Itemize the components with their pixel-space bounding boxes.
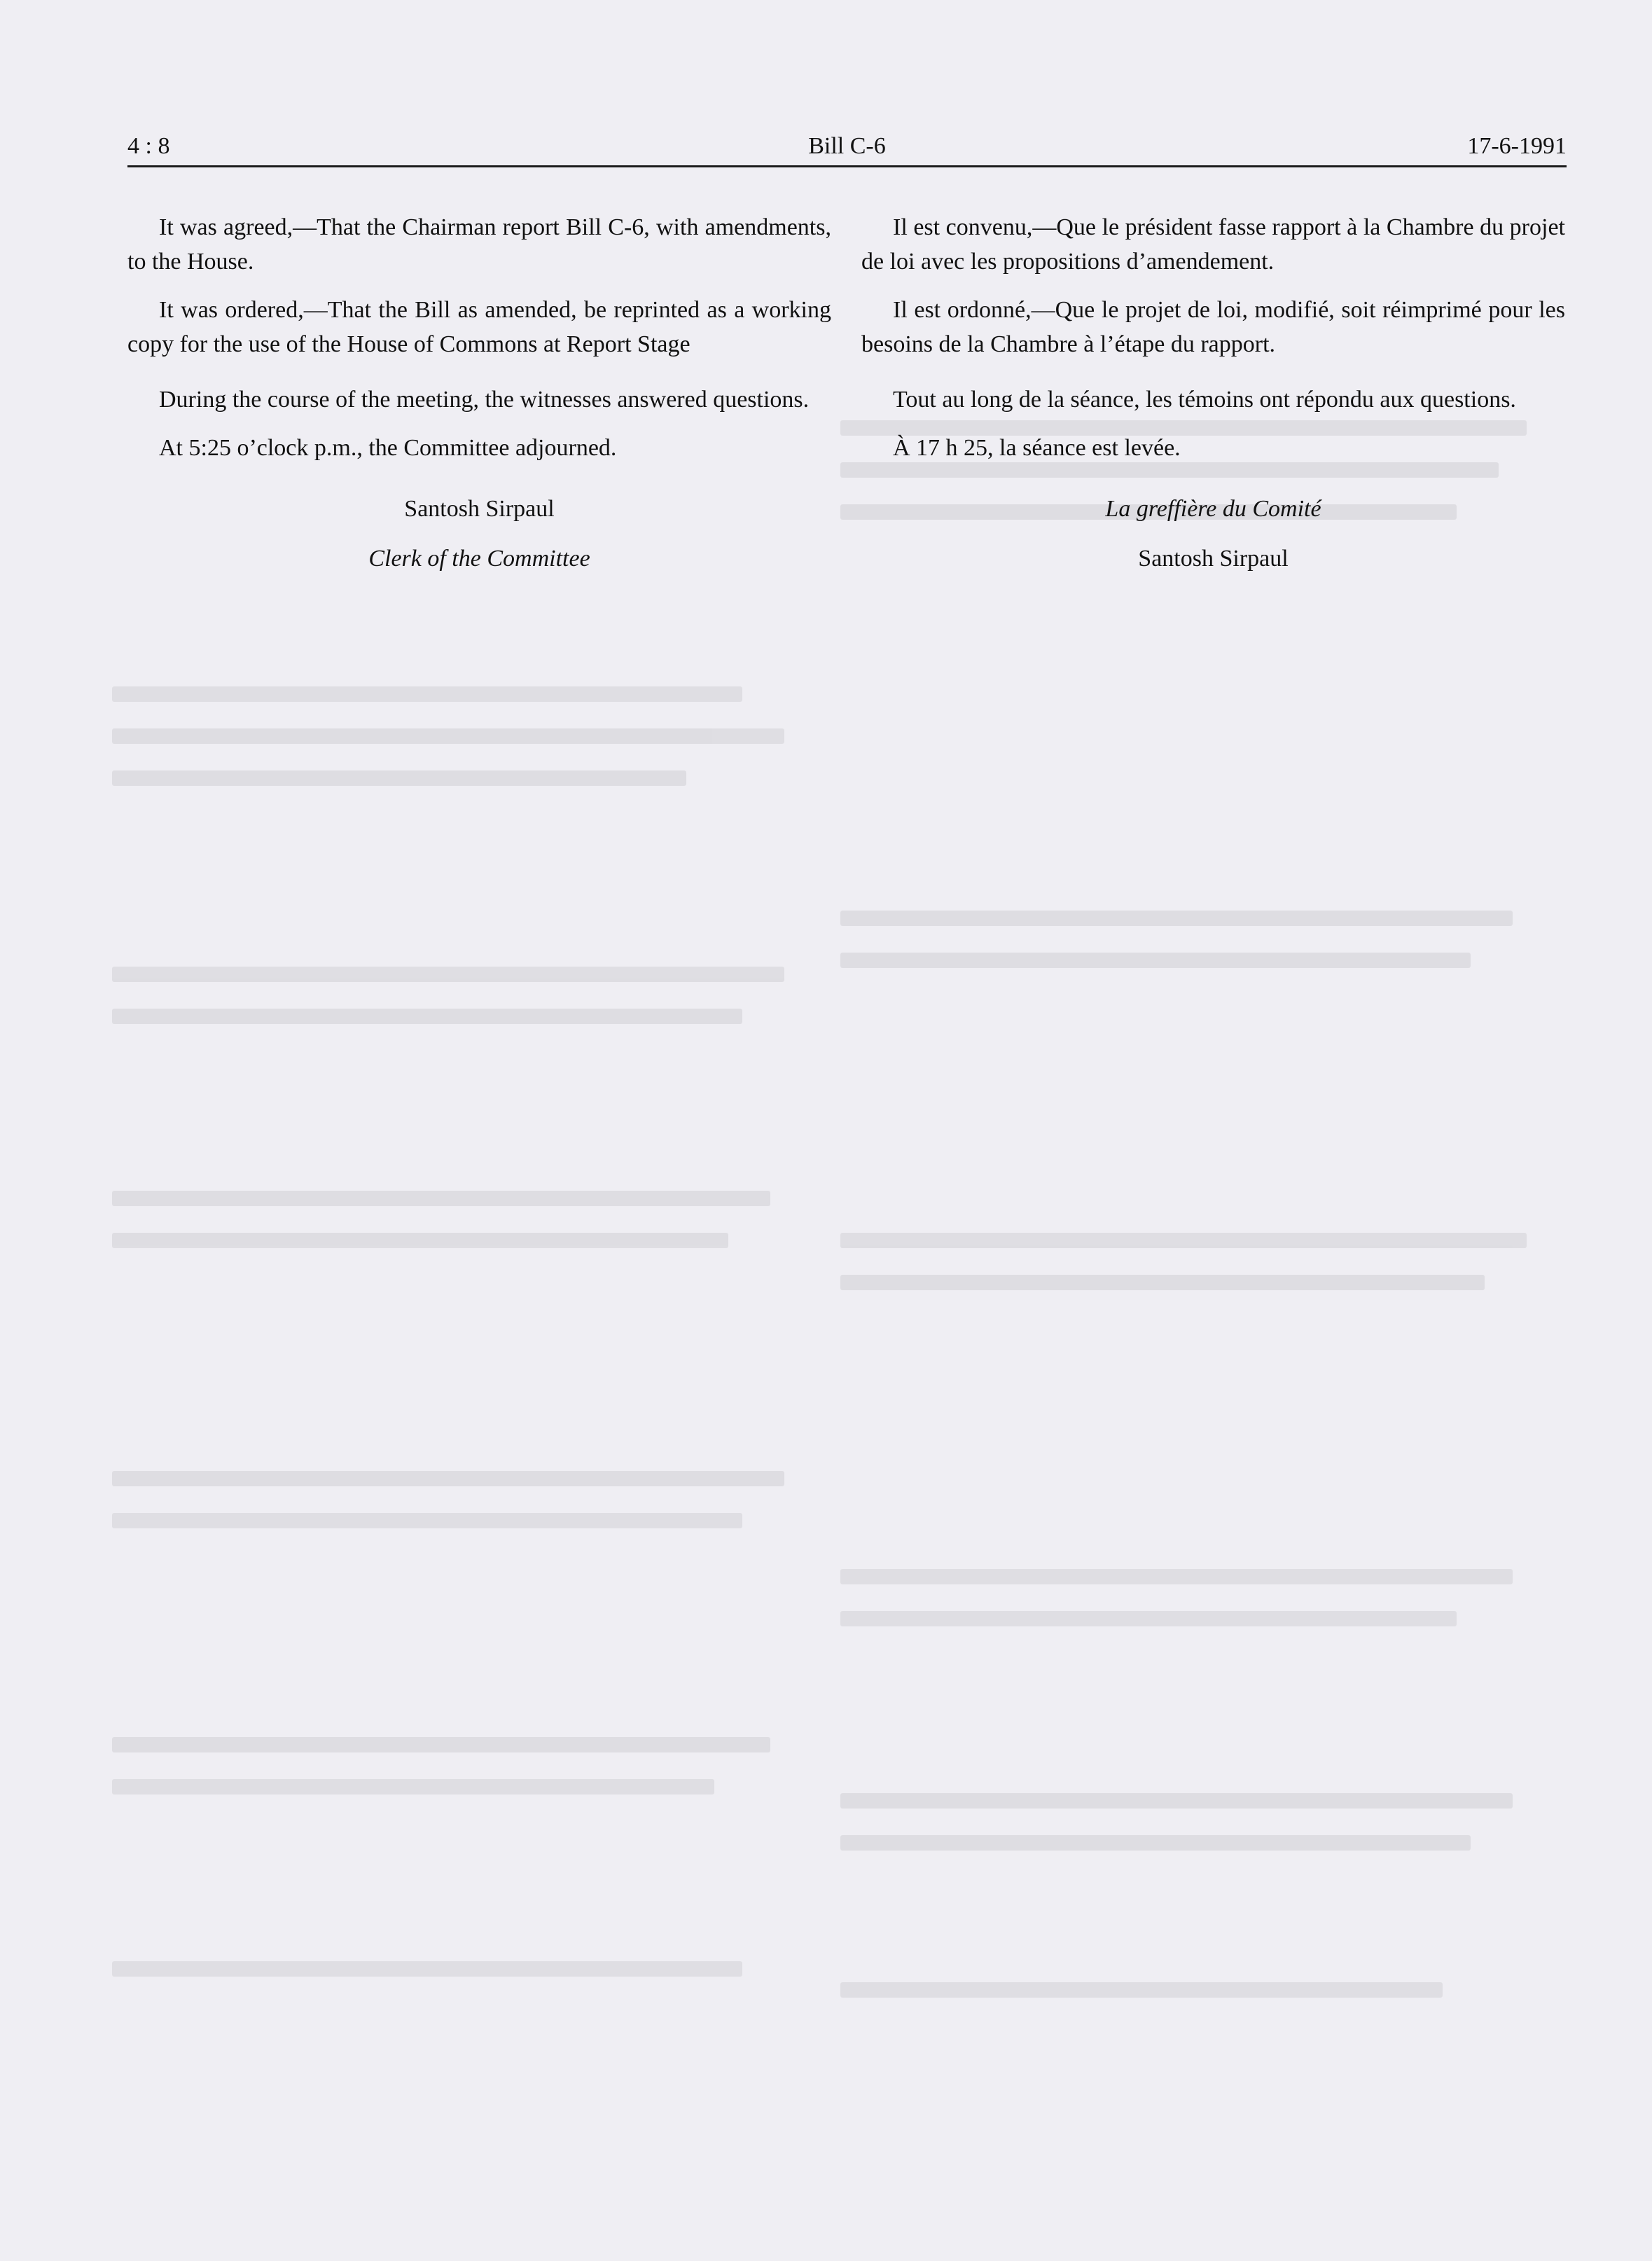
page-header: [127, 133, 1567, 165]
french-column: [861, 210, 1565, 576]
paragraph: During the course of the meeting, the witnesses answered questions.: [159, 387, 810, 413]
english-column: [127, 210, 831, 576]
header-rule: [127, 165, 1567, 167]
paragraph: À 17 h 25, la séance est levée.: [893, 435, 1181, 461]
paragraph: It was ordered,—That the Bill as amended, be reprinted as a working copy for the use of the House of Commons at Report Stage: [127, 297, 831, 357]
paragraph: Il est ordonné,—Que le projet de loi, modifié, soit réimprimé pour les besoins de la Chambre à l’étape du rapport.: [861, 297, 1565, 357]
signature-title: La greffière du Comité: [1105, 496, 1321, 522]
signature-name: Santosh Sirpaul: [1138, 546, 1289, 572]
paragraph: Tout au long de la séance, les témoins ont répondu aux questions.: [893, 387, 1516, 413]
header-title: Bill C-6: [808, 133, 886, 159]
paragraph: Il est convenu,—Que le président fasse rapport à la Chambre du projet de loi avec les propositions d’amendement.: [861, 214, 1565, 275]
paragraph: At 5:25 o’clock p.m., the Committee adjourned.: [159, 435, 617, 461]
signature-name: Santosh Sirpaul: [404, 496, 555, 522]
paragraph: It was agreed,—That the Chairman report Bill C-6, with amendments, to the House.: [127, 214, 831, 275]
header-date: 17-6-1991: [1467, 133, 1567, 159]
page-number: 4 : 8: [127, 133, 170, 159]
signature-title: Clerk of the Committee: [368, 546, 590, 572]
